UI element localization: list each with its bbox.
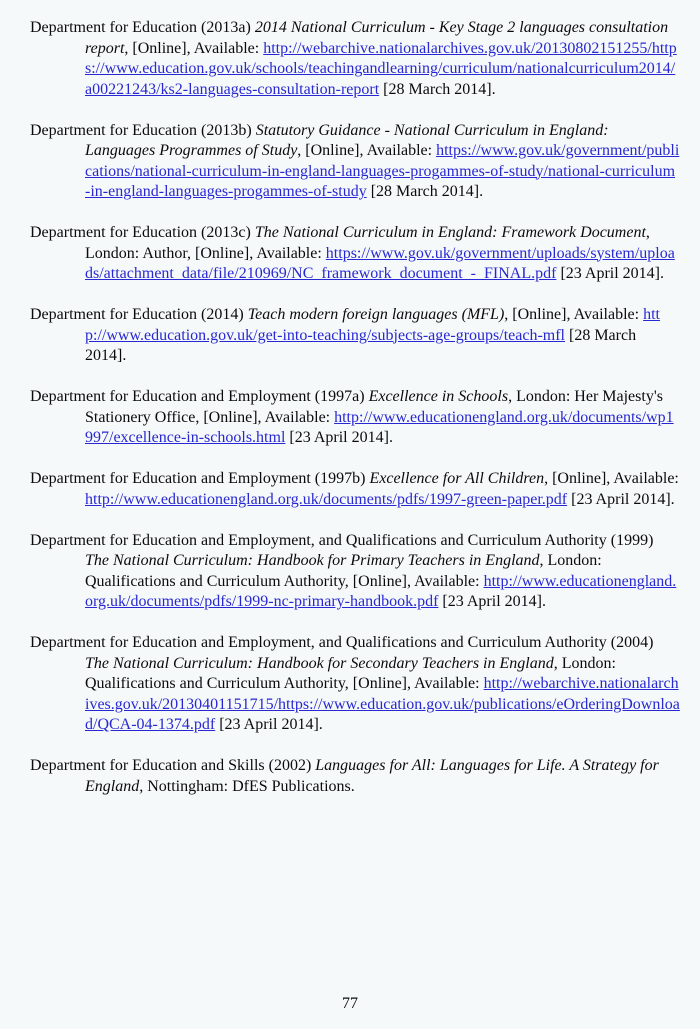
reference-text: Department for Education (2014) bbox=[30, 306, 248, 323]
reference-text: , [Online], Available: bbox=[124, 39, 264, 57]
reference-text: , London: Author, [Online], Available: bbox=[85, 224, 650, 262]
reference-entry bbox=[30, 305, 680, 367]
reference-link[interactable]: http://webarchive.nationalarchives.gov.uk/20130802151255/https://www.education.gov.uk/schools/teachingandlearning/curriculum/nationalcurriculum2014/a00221243/ks2-languages-consultation-report bbox=[85, 39, 677, 98]
reference-title: 2014 National Curriculum - Key Stage 2 languages consultation report bbox=[85, 19, 669, 57]
reference-text: Department for Education and Employment (1997a) bbox=[30, 388, 369, 405]
reference-text: [23 April 2014]. bbox=[285, 429, 393, 446]
reference-entry bbox=[30, 469, 680, 510]
reference-title: The National Curriculum: Handbook for Secondary Teachers in England bbox=[85, 654, 554, 672]
reference-text: Department for Education and Employment (1997b) bbox=[30, 470, 370, 487]
reference-text: [28 March 2014]. bbox=[85, 326, 637, 364]
reference-text: [23 April 2014]. bbox=[556, 265, 664, 282]
reference-entry bbox=[30, 18, 680, 100]
reference-text: Department for Education (2013a) bbox=[30, 19, 255, 36]
reference-text: Department for Education and Employment, and Qualifications and Curriculum Authority (2004) bbox=[30, 634, 654, 651]
reference-text: [23 April 2014]. bbox=[567, 490, 675, 508]
reference-text: Department for Education and Skills (2002) bbox=[30, 757, 316, 774]
reference-title: Teach modern foreign languages (MFL) bbox=[247, 306, 505, 323]
reference-link[interactable]: http://www.educationengland.org.uk/documents/wp1997/excellence-in-schools.html bbox=[85, 408, 674, 446]
page-number: 77 bbox=[342, 994, 358, 1012]
reference-entry bbox=[30, 387, 680, 449]
reference-link[interactable]: https://www.gov.uk/government/uploads/system/uploads/attachment_data/file/210969/NC_framework_document_-_FINAL.pdf bbox=[85, 244, 675, 282]
reference-text: [28 March 2014]. bbox=[379, 80, 496, 98]
references-list bbox=[30, 18, 680, 797]
reference-text: [23 April 2014]. bbox=[215, 716, 323, 733]
reference-entry bbox=[30, 756, 680, 797]
reference-link[interactable]: http://www.educationengland.org.uk/documents/pdfs/1997-green-paper.pdf bbox=[85, 490, 568, 508]
reference-text: Department for Education (2013c) bbox=[30, 224, 255, 241]
reference-text: , [Online], Available: bbox=[297, 142, 437, 159]
reference-text: [28 March 2014]. bbox=[366, 183, 484, 200]
reference-title: Excellence in Schools bbox=[368, 388, 509, 405]
reference-text: , London: Qualifications and Curriculum Authority, [Online], Available: bbox=[85, 552, 602, 590]
reference-text: , London: Qualifications and Curriculum Authority, [Online], Available: bbox=[85, 654, 616, 692]
reference-title: Statutory Guidance - National Curriculum in England: Languages Programmes of Study bbox=[85, 121, 609, 159]
reference-text: Department for Education (2013b) bbox=[30, 121, 256, 139]
reference-text: , Nottingham: DfES Publications. bbox=[139, 777, 355, 795]
reference-link[interactable]: http://webarchive.nationalarchives.gov.uk/20130401151715/https://www.education.gov.uk/publications/eOrderingDownload/QCA-04-1374.pdf bbox=[85, 675, 680, 733]
reference-entry bbox=[30, 121, 680, 203]
reference-link[interactable]: http://www.education.gov.uk/get-into-teaching/subjects-age-groups/teach-mfl bbox=[85, 306, 660, 344]
reference-text: , London: Her Majesty's Stationery Office, [Online], Available: bbox=[85, 388, 663, 426]
reference-text: [23 April 2014]. bbox=[438, 593, 546, 610]
reference-title: The National Curriculum in England: Framework Document bbox=[254, 224, 646, 241]
reference-entry bbox=[30, 633, 680, 736]
reference-text: Department for Education and Employment, and Qualifications and Curriculum Authority (1999) bbox=[30, 531, 654, 549]
reference-link[interactable]: https://www.gov.uk/government/publications/national-curriculum-in-england-languages-progammes-of-study/national-curriculum-in-england-languages-progammes-of-study bbox=[85, 142, 680, 200]
reference-entry bbox=[30, 531, 680, 613]
reference-link[interactable]: http://www.educationengland.org.uk/documents/pdfs/1999-nc-primary-handbook.pdf bbox=[85, 572, 677, 610]
reference-entry bbox=[30, 223, 680, 285]
reference-title: Excellence for All Children bbox=[369, 470, 545, 487]
reference-title: Languages for All: Languages for Life. A Strategy for England bbox=[85, 757, 659, 795]
reference-text: , [Online], Available: bbox=[544, 470, 679, 487]
reference-title: The National Curriculum: Handbook for Primary Teachers in England bbox=[85, 552, 540, 569]
reference-text: , [Online], Available: bbox=[504, 306, 644, 323]
